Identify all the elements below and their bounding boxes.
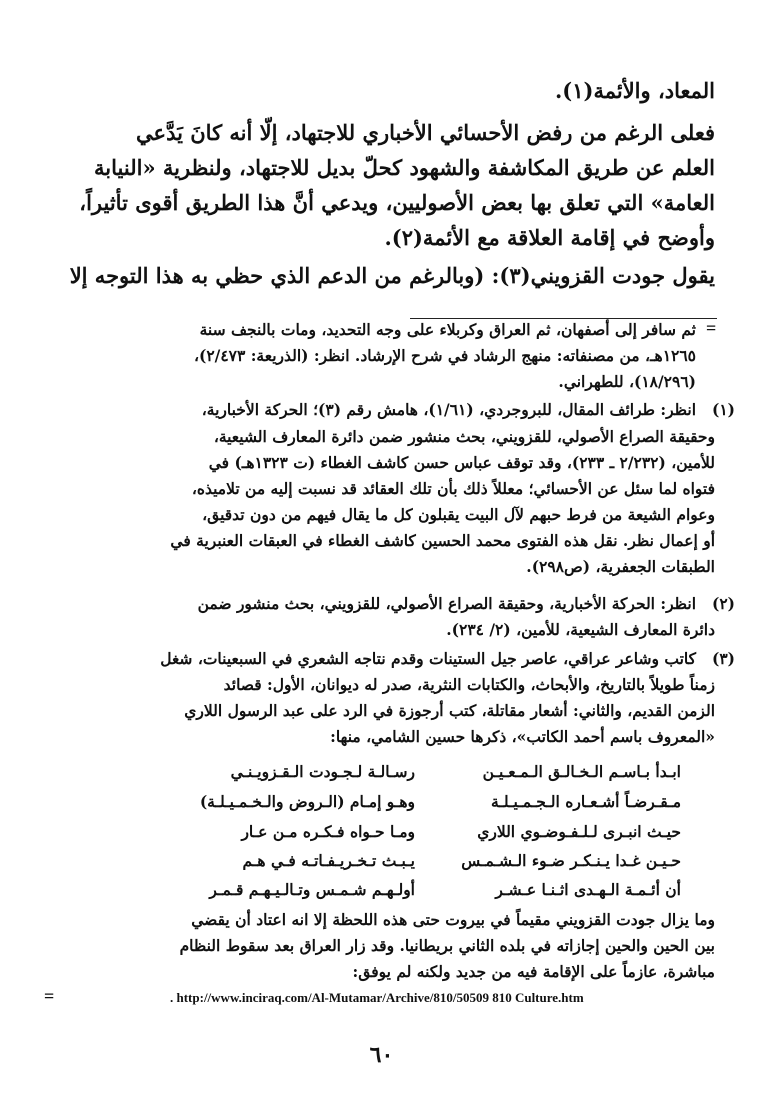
- poem-verse-right: حـيـن غـدا يـنـكـر ضـوء الـشـمـس: [461, 851, 681, 870]
- poem-verse-right: حيـث انبـرى لـلـفـوضـوي اللاري: [477, 822, 681, 841]
- footnote-line: الزمن القديم، والثاني: أشعار مقاتلة، كتب أرجوزة في الرد على عبد الرسول اللاري: [184, 701, 715, 720]
- footnote-line: انظر: الحركة الأخبارية، وحقيقة الصراع الأصولي، للقزويني، بحث منشور ضمن: [197, 594, 696, 613]
- footnote-line: انظر: طرائف المقال، للبروجردي، (١/٦١)، هامش رقم (٣)؛ الحركة الأخبارية،: [201, 400, 696, 419]
- poem-verse-right: أن أئـمـة الـهـدى اثـنـا عـشـر: [495, 880, 681, 899]
- footnote-separator: [410, 318, 717, 319]
- poem-verse-right: ابـدأ بـاسـم الـخـالـق الـمـعـيـن: [482, 762, 681, 781]
- poem-verse-left: وهـو إمـام (الـروض والـخـمـيـلـة): [199, 792, 415, 811]
- poem-verse-left: ومـا حـواه فـكـره مـن عـار: [241, 822, 415, 841]
- footnote-line: وما يزال جودت القزويني مقيماً في بيروت حتى هذه اللحظة إلا انه اعتاد أن يقضي: [191, 910, 715, 929]
- body-line: العامة» التي تعلق بها بعض الأصوليين، ويدعي أنَّ هذا الطريق أقوى تأثيراً،: [79, 190, 715, 215]
- footnote-line: أو إعمال نظر. نقل هذه الفتوى محمد الحسين كاشف الغطاء في العبقات العنبرية في: [170, 531, 715, 550]
- source-url: . http://www.inciraq.com/Al-Mutamar/Archive/810/50509 810 Culture.htm: [170, 990, 584, 1005]
- footnote-line: وعوام الشيعة من فرط حبهم لآل البيت يقبلون كل ما يقال فيهم من دون تدقيق،: [202, 505, 715, 524]
- footnote-line: دائرة المعارف الشيعية، للأمين، (٢/ ٢٣٤).: [446, 620, 715, 639]
- body-line: المعاد، والأئمة(١).: [554, 78, 715, 103]
- footnote-line: (١٨/٢٩٦)، للطهراني.: [558, 372, 696, 391]
- footnote-line: كاتب وشاعر عراقي، عاصر جيل الستينات وقدم نتاجه الشعري في السبعينات، شغل: [160, 649, 696, 668]
- footnote-3-marker: (٣): [711, 649, 735, 668]
- page-number: ٦٠: [369, 1042, 394, 1068]
- footnote-line: زمناً طويلاً بالتاريخ، والأبحاث، والكتابات النثرية، صدر له ديوانان، الأول: قصائد: [223, 675, 715, 694]
- footnote-line: بين الحين والحين إجازاته في بلده الثاني بريطانيا. وقد زار العراق بعد سقوط النظام: [179, 936, 715, 955]
- poem-verse-left: رسـالـة لـجـودت الـقـزويـنـي: [230, 762, 415, 781]
- footnote-line: وحقيقة الصراع الأصولي، للقزويني، بحث منشور ضمن دائرة المعارف الشيعية،: [213, 427, 715, 446]
- body-line: العلم عن طريق المكاشفة والشهود كحلّ بديل للاجتهاد، ولنظرية «النيابة: [94, 155, 715, 180]
- footnote-2-marker: (٢): [711, 594, 735, 613]
- footnote-line: ١٢٦٥هـ، من مصنفاته: منهج الرشاد في شرح الإرشاد. انظر: (الذريعة: ٢/٤٧٣)،: [194, 346, 696, 365]
- continuation-marker: =: [706, 318, 717, 338]
- footnote-line: «المعروف باسم أحمد الكاتب»، ذكرها حسين الشامي، منها:: [330, 727, 715, 746]
- body-line: وأوضح في إقامة العلاقة مع الأئمة(٢).: [384, 225, 715, 250]
- poem-verse-left: يـبـث تـخـريـفـاتـه فـي هـم: [242, 851, 415, 870]
- footnote-line: ثم سافر إلى أصفهان، ثم العراق وكربلاء على وجه التحديد، ومات بالنجف سنة: [199, 320, 696, 339]
- url-marker: =: [44, 986, 55, 1006]
- footnote-line: فتواه لما سئل عن الأحسائي؛ معللاً ذلك بأن تلك العقائد قد نسبت إليه من تلاميذه،: [191, 479, 715, 498]
- footnote-line: للأمين، (٢/٢٣٢ ـ ٢٣٣)، وقد توقف عباس حسن كاشف الغطاء (ت ١٣٢٣هـ) في: [208, 453, 715, 472]
- poem-verse-right: مـقـرضـاً أشـعـاره الـجـمـيـلـة: [491, 792, 681, 811]
- poem-verse-left: أولـهـم شـمـس وتـالـيـهـم قـمـر: [209, 880, 415, 899]
- footnote-line: الطبقات الجعفرية، (ص٢٩٨).: [526, 557, 715, 576]
- body-line: يقول جودت القزويني(٣): (وبالرغم من الدعم الذي حظي به هذا التوجه إلا: [69, 263, 715, 288]
- footnote-1-marker: (١): [711, 400, 735, 419]
- body-line: فعلى الرغم من رفض الأحسائي الأخباري للاجتهاد، إلّا أنه كانَ يَدَّعي: [136, 120, 715, 145]
- footnote-line: مباشرة، عازماً على الإقامة فيه من جديد ولكنه لم يوفق:: [352, 962, 715, 981]
